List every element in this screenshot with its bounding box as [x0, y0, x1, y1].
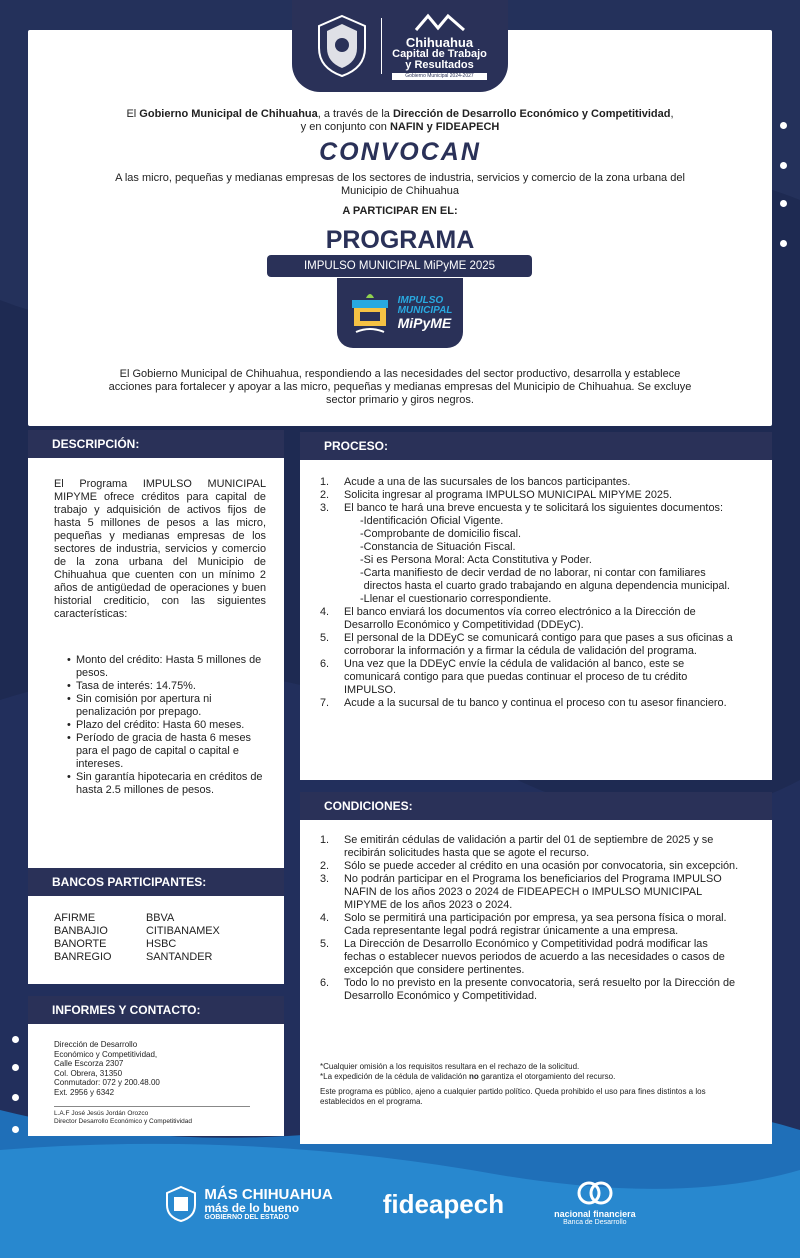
note-2c: garantiza el otorgamiento del recurso. [478, 1071, 616, 1081]
intro-b3: NAFIN y FIDEAPECH [389, 121, 500, 133]
intro-b2: Dirección de Desarrollo Económico y Competitividad [392, 108, 671, 120]
condition-num: 2. [320, 860, 330, 872]
document-item: - Comprobante de domicilio fiscal. [360, 528, 740, 541]
condition-num: 5. [320, 938, 330, 950]
convocan-title: CONVOCAN [319, 138, 481, 166]
document-item: - Carta manifiesto de decir verdad de no laborar, ni contar con familiares directos hasta el cuarto grado trabajando en alguna dependencia municipal. [360, 567, 740, 593]
condiciones-header: CONDICIONES: [300, 792, 772, 820]
condition-num: 4. [320, 912, 330, 924]
deco-dot [780, 162, 787, 169]
participate-label: A PARTICIPAR EN EL: [342, 205, 458, 217]
deco-dot [780, 122, 787, 129]
note-2a: *La expedición de la cédula de validación [320, 1071, 469, 1081]
intro-b1: Gobierno Municipal de Chihuahua [139, 108, 318, 120]
deco-dot [12, 1126, 19, 1133]
contact-line: Dirección de Desarrollo [54, 1040, 138, 1049]
signature-name: L.A.F José Jesús Jordán Orozco [54, 1110, 149, 1117]
contact-line: Conmutador: 072 y 200.48.00 [54, 1078, 160, 1087]
mas-chihuahua-logo [164, 1185, 332, 1223]
step-text: El personal de la DDEyC se comunicará contigo para que pases a sus oficinas a corroborar la información y a firmar la cédula de validación del programa. [344, 632, 733, 657]
deco-dot [12, 1036, 19, 1043]
mas-line1: MÁS CHIHUAHUA [204, 1186, 333, 1203]
step-text: El banco enviará los documentos vía correo electrónico a la Dirección de Desarrollo Económico y Competitividad (DDEyC). [344, 606, 696, 631]
condition-text: Todo lo no previsto en la presente convocatoria, será resuelto por la Dirección de Desarrollo Económico y Competitividad. [344, 977, 736, 1002]
contact-line: Col. Obrera, 31350 [54, 1068, 123, 1078]
condition-num: 6. [320, 977, 330, 989]
deco-dot [780, 200, 787, 207]
step-num: 2. [320, 489, 330, 501]
logo-l3: MiPyME [397, 314, 452, 331]
bank-name: CITIBANAMEX [146, 925, 220, 937]
condition-item [320, 873, 740, 912]
bullet-item: • Plazo del crédito: Hasta 60 meses. [68, 719, 266, 732]
condition-num: 3. [320, 873, 330, 885]
nafin-icon [575, 1181, 615, 1205]
condiciones-list [320, 834, 740, 1003]
brand-mountain-icon [412, 12, 468, 32]
informes-text [54, 1040, 160, 1097]
document-item: - Llenar el cuestionario correspondiente. [360, 593, 740, 606]
contact-line: Ext. 2956 y 6342 [54, 1087, 115, 1097]
condition-text: No podrán participar en el Programa los beneficiarios del Programa IMPULSO NAFIN de los años 2023 o 2024 de FIDEAPECH o IMPULSO MUNICIPAL MIPYME de los años 2023 o 2024. [344, 873, 722, 911]
brand-line3: y Resultados [405, 59, 474, 71]
condition-text: La Dirección de Desarrollo Económico y Competitividad podrá modificar las fechas o establecer nuevos periodos de acuerdo a las necesidades o casos de excepción que considere pertinentes. [344, 938, 725, 976]
nafin-line2: Banca de Desarrollo [563, 1219, 627, 1227]
chihuahua-brand [392, 12, 487, 80]
step-item [320, 632, 740, 658]
intro-t2: , a través de la [317, 108, 393, 120]
condition-text: Solo se permitirá una participación por empresa, ya sea persona física o moral. Cada representante legal podrá registrar únicamente a una empresa. [344, 912, 727, 937]
deco-dot [780, 240, 787, 247]
bank-name: HSBC [146, 938, 177, 950]
step-num: 6. [320, 658, 330, 670]
mas-line2: más de lo bueno [204, 1201, 300, 1215]
brand-line1: Chihuahua [405, 35, 474, 50]
fideapech-logo: fideapech [382, 1188, 505, 1219]
store-icon [348, 288, 392, 338]
bancos-col1 [54, 912, 112, 964]
bank-name: AFIRME [54, 912, 96, 924]
bancos-header: BANCOS PARTICIPANTES: [28, 868, 284, 896]
step-text-3: El banco te hará una breve encuesta y te solicitará los siguientes documentos: [344, 502, 723, 514]
bullet-item: • Sin garantía hipotecaria en créditos de hasta 2.5 millones de pesos. [68, 771, 266, 797]
document-item: - Si es Persona Moral: Acta Constitutiva y Poder. [360, 554, 740, 567]
logo-l1: IMPULSO [397, 294, 444, 306]
documents-list [360, 515, 740, 606]
state-shield-icon [164, 1185, 198, 1223]
document-item: - Constancia de Situación Fiscal. [360, 541, 740, 554]
condition-item [320, 912, 740, 938]
condition-item [320, 860, 740, 873]
bullet-item: • Sin comisión por apertura ni penalización por prepago. [68, 693, 266, 719]
step-num: 3. [320, 502, 330, 514]
note-1: *Cualquier omisión a los requisitos resultara en el rechazo de la solicitud. [320, 1062, 580, 1071]
step-num: 5. [320, 632, 330, 644]
header-tab [292, 0, 508, 92]
notes [320, 1062, 750, 1106]
step-num: 1. [320, 476, 330, 488]
deco-dot [12, 1094, 19, 1101]
bullet-item: • Período de gracia de hasta 6 meses para el pago de capital o capital e intereses. [68, 732, 266, 771]
note-3: Este programa es público, ajeno a cualquier partido político. Queda prohibido el uso para fines distintos a los establecidos en el programa. [320, 1087, 706, 1106]
signature-role: Director Desarrollo Económico y Competitividad [54, 1118, 192, 1125]
brand-tag: Gobierno Municipal 2024-2027 [392, 73, 487, 80]
proceso-list [320, 476, 740, 710]
bank-name: BBVA [146, 912, 175, 924]
condition-item [320, 938, 740, 977]
brand-line2: Capital de Trabajo [392, 48, 487, 60]
contact-line: Económico y Competitividad, [54, 1049, 158, 1059]
intro-t4: y en conjunto con [300, 121, 390, 133]
intro-t3: , [670, 108, 674, 120]
municipal-seal-icon [313, 12, 371, 80]
step-num: 4. [320, 606, 330, 618]
step-text: Acude a la sucursal de tu banco y continua el proceso con tu asesor financiero. [344, 697, 727, 709]
step-text: Solicita ingresar al programa IMPULSO MUNICIPAL MIPYME 2025. [344, 489, 673, 501]
nafin-logo [554, 1181, 636, 1227]
descripcion-bullets [54, 654, 266, 797]
descripcion-header: DESCRIPCIÓN: [28, 430, 284, 458]
intro-t1: El [126, 108, 140, 120]
contact-line: Calle Escorza 2307 [54, 1059, 124, 1068]
header-divider [381, 18, 382, 74]
footer-logos [0, 1150, 800, 1258]
mas-line3: GOBIERNO DEL ESTADO [204, 1214, 289, 1221]
intro-text [40, 108, 760, 134]
bank-name: BANORTE [54, 938, 107, 950]
signature [54, 1110, 192, 1126]
step-num: 7. [320, 697, 330, 709]
summary-text: El Gobierno Municipal de Chihuahua, respondiendo a las necesidades del sector productivo, desarrolla y establece acciones para fortalecer y apoyar a las micro, pequeñas y medianas empresas del Municipio de Chihuahua. Se excluye sector primario y giros negros. [108, 368, 692, 406]
step-item [320, 606, 740, 632]
programa-title: PROGRAMA [325, 226, 475, 254]
bank-name: SANTANDER [146, 951, 213, 963]
condition-text: Se emitirán cédulas de validación a partir del 01 de septiembre de 2025 y se recibirán solicitudes hasta que se agote el recurso. [344, 834, 714, 859]
note-2 [320, 1072, 750, 1082]
bank-name: BANREGIO [54, 951, 112, 963]
bank-name: BANBAJIO [54, 925, 108, 937]
condition-item [320, 977, 740, 1003]
program-logo [337, 278, 463, 348]
note-2b: no [469, 1071, 479, 1081]
step-item [320, 489, 740, 502]
deco-dot [12, 1064, 19, 1071]
bancos-col2 [146, 912, 220, 964]
proceso-header: PROCESO: [300, 432, 772, 460]
step-item [320, 697, 740, 710]
condition-text: Sólo se puede acceder al crédito en una ocasión por convocatoria, sin excepción. [344, 860, 739, 872]
target-text: A las micro, pequeñas y medianas empresas de los sectores de industria, servicios y comercio de la zona urbana del Municipio de Chihuahua [115, 172, 685, 197]
signature-rule [54, 1106, 250, 1107]
bullet-item: • Monto del crédito: Hasta 5 millones de pesos. [68, 654, 266, 680]
descripcion-text: El Programa IMPULSO MUNICIPAL MIPYME ofrece créditos para capital de trabajo y adquisición de activos fijos de hasta 5 millones de pesos a las micro, pequeñas y medianas empresas de los sectores de industria, servicios y comercio de la zona urbana del Municipio de Chihuahua que cuenten con un mínimo 2 años de antigüedad de operaciones y buen historial crediticio, con las siguientes características: [54, 478, 266, 620]
document-item: - Identificación Oficial Vigente. [360, 515, 740, 528]
informes-header: INFORMES Y CONTACTO: [28, 996, 284, 1024]
step-text [344, 502, 740, 606]
nafin-line1: nacional financiera [554, 1208, 636, 1219]
bullet-item: • Tasa de interés: 14.75%. [68, 680, 266, 693]
condition-item [320, 834, 740, 860]
step-text: Acude a una de las sucursales de los bancos participantes. [344, 476, 631, 488]
step-item [320, 476, 740, 489]
program-name-pill: IMPULSO MUNICIPAL MiPyME 2025 [267, 255, 532, 277]
step-text: Una vez que la DDEyC envíe la cédula de validación al banco, este se comunicará contigo para que puedas continuar el proceso de tu crédito IMPULSO. [344, 658, 688, 696]
step-item [320, 658, 740, 697]
step-item [320, 502, 740, 606]
logo-l2: MUNICIPAL [397, 304, 453, 316]
condition-num: 1. [320, 834, 330, 846]
